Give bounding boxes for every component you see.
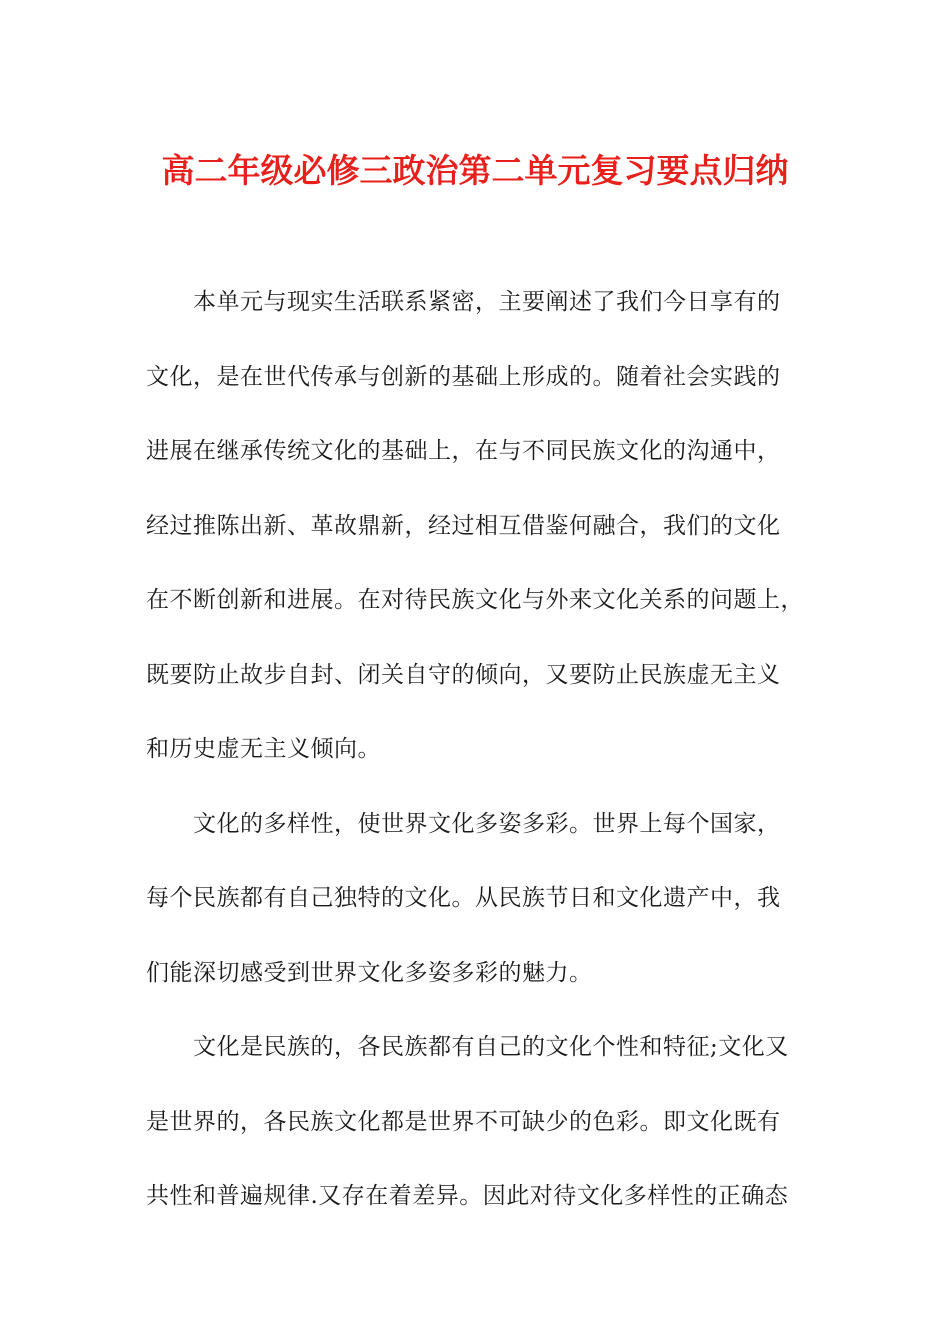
paragraph-1-line-6: 既要防止故步自封、闭关自守的倾向，又要防止民族虚无主义 — [146, 661, 781, 688]
paragraph-2-line-3: 们能深切感受到世界文化多姿多彩的魅力。 — [146, 959, 593, 986]
paragraph-1-line-7: 和历史虚无主义倾向。 — [146, 736, 381, 762]
paragraph-2-line-1: 文化的多样性，使世界文化多姿多彩。世界上每个国家， — [193, 810, 781, 837]
paragraph-1-line-5: 在不断创新和进展。在对待民族文化与外来文化关系的问题上， — [146, 587, 804, 613]
paragraph-3-line-1: 文化是民族的，各民族都有自己的文化个性和特征;文化又 — [193, 1034, 789, 1060]
document-title: 高二年级必修三政治第二单元复习要点归纳 — [161, 151, 789, 190]
paragraph-2-line-2: 每个民族都有自己独特的文化。从民族节日和文化遗产中，我 — [146, 885, 781, 911]
paragraph-1-line-3: 进展在继承传统文化的基础上，在与不同民族文化的沟通中， — [146, 438, 781, 464]
paragraph-1-line-2: 文化，是在世代传承与创新的基础上形成的。随着社会实践的 — [146, 363, 781, 390]
paragraph-3-line-3: 共性和普遍规律.又存在着差异。因此对待文化多样性的正确态 — [146, 1183, 789, 1209]
paragraph-1-line-1: 本单元与现实生活联系紧密，主要阐述了我们今日享有的 — [193, 289, 781, 315]
document-body — [146, 280, 804, 1249]
paragraph-3-line-2: 是世界的，各民族文化都是世界不可缺少的色彩。即文化既有 — [146, 1108, 781, 1135]
paragraph-1-line-4: 经过推陈出新、革故鼎新，经过相互借鉴何融合，我们的文化 — [146, 512, 781, 539]
